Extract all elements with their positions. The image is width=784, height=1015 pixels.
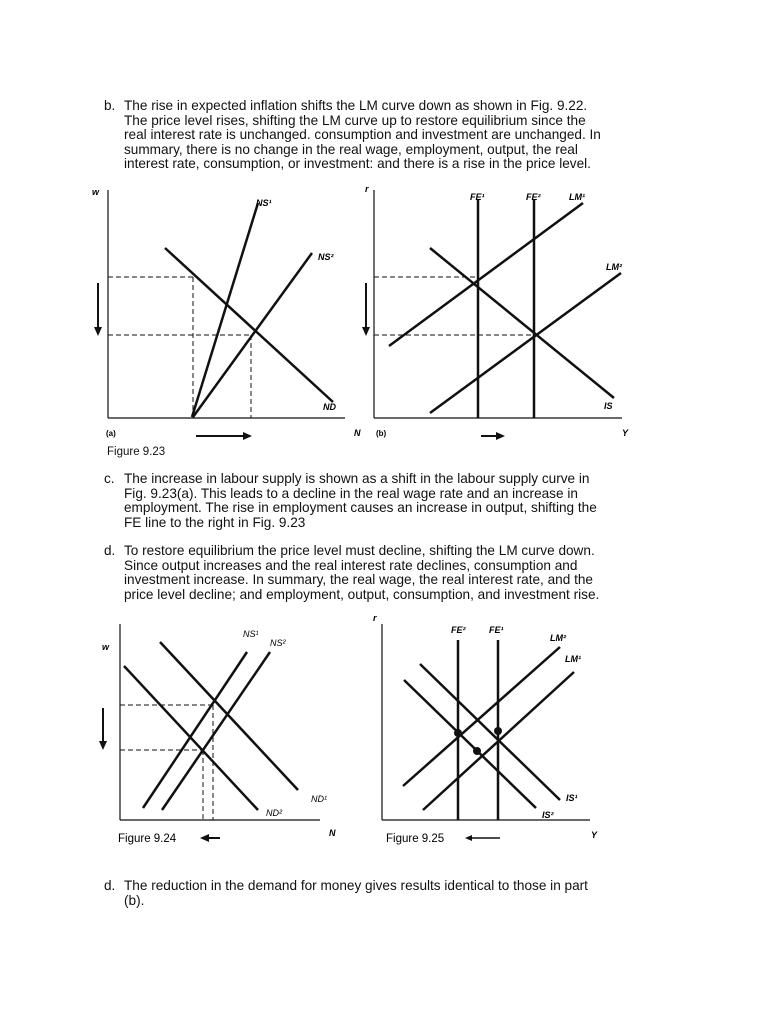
nd1-curve (160, 642, 298, 790)
fe1-label: FE¹ (470, 192, 485, 202)
is1-label: IS¹ (566, 793, 578, 803)
figure-caption: Figure 9.23 (107, 446, 166, 458)
equilibrium-point (494, 727, 502, 735)
is-label: IS (604, 401, 613, 411)
text-line: real interest rate is unchanged. consumption and investment are unchanged. In (124, 127, 601, 143)
lm2-curve (403, 647, 560, 786)
paragraph-text (124, 99, 601, 172)
figure-9-24 (103, 624, 320, 838)
y-axis-label: r (365, 184, 369, 194)
paragraph-marker: b. (104, 98, 116, 113)
lm1-label: LM¹ (565, 654, 581, 664)
equilibrium-point (473, 747, 481, 755)
text-line: Fig. 9.23(a). This leads to a decline in the real wage rate and an increase in (124, 485, 578, 501)
panel-a (98, 190, 345, 436)
paragraph-text (124, 544, 599, 602)
figure-caption: Figure 9.24 (118, 833, 177, 845)
nd2-label: ND² (266, 808, 282, 818)
ns2-curve (193, 253, 312, 417)
lm1-label: LM¹ (569, 192, 585, 202)
ns1-label: NS¹ (256, 198, 272, 208)
is2-label: IS² (542, 810, 554, 820)
fe1-label: FE¹ (489, 625, 504, 635)
panel-b (366, 190, 622, 436)
panel-label: (a) (106, 429, 116, 438)
text-line: employment. The rise in employment causes an increase in output, shifting the (124, 500, 597, 516)
paragraph-text (124, 472, 597, 530)
ns2-label: NS² (318, 252, 334, 262)
x-axis-label: Y (622, 428, 629, 438)
text-line: price level decline; and employment, output, consumption, and investment rise. (124, 586, 600, 602)
y-axis-label: r (373, 613, 377, 623)
text-line: To restore equilibrium the price level must decline, shifting the LM curve down. (124, 543, 595, 558)
text-line: The price level rises, shifting the LM curve up to restore equilibrium since the (124, 112, 586, 128)
text-line: FE line to the right in Fig. 9.23 (124, 514, 306, 530)
ns2-label: NS² (270, 638, 286, 648)
ns1-curve (143, 652, 247, 808)
is-curve (430, 248, 614, 398)
x-axis-label: N (329, 828, 336, 838)
paragraph-c (104, 472, 664, 532)
paragraph-d-money-demand (104, 879, 664, 911)
figure-9-23 (0, 180, 784, 465)
equilibrium-point (454, 729, 462, 737)
x-axis-label: N (354, 428, 361, 438)
lm2-label: LM² (606, 262, 622, 272)
figures-9-24-9-25 (0, 610, 784, 855)
y-axis-label: w (92, 187, 100, 197)
text-line: The increase in labour supply is shown as a shift in the labour supply curve in (124, 471, 590, 486)
down-arrow-icon (94, 327, 102, 336)
text-line: (b). (124, 892, 145, 908)
figure-caption: Figure 9.25 (386, 833, 445, 845)
nd-label: ND (323, 402, 336, 412)
down-arrow-icon (99, 741, 107, 750)
lm2-label: LM² (550, 633, 566, 643)
right-arrow-icon (243, 432, 252, 440)
is2-curve (404, 680, 536, 808)
fe2-label: FE² (451, 625, 466, 635)
right-arrow-icon (496, 432, 505, 440)
paragraph-marker: d. (104, 543, 116, 558)
ns1-curve (192, 203, 258, 417)
nd-curve (165, 248, 333, 402)
panel-label: (b) (376, 429, 387, 438)
paragraph-marker: d. (104, 878, 116, 893)
paragraph-marker: c. (104, 471, 115, 486)
nd1-label: ND¹ (311, 794, 327, 804)
y-axis-label: w (102, 642, 110, 652)
is1-curve (420, 664, 560, 800)
figure-9-25 (382, 624, 590, 838)
paragraph-d (104, 544, 664, 604)
ns1-label: NS¹ (243, 629, 259, 639)
left-arrow-icon (465, 835, 472, 841)
x-axis-label: Y (591, 830, 598, 840)
text-line: The rise in expected inflation shifts the LM curve down as shown in Fig. 9.22. (124, 98, 588, 113)
text-line: Since output increases and the real interest rate declines, consumption and (124, 557, 578, 573)
nd2-curve (124, 666, 258, 810)
down-arrow-icon (362, 327, 370, 336)
paragraph-text (124, 879, 588, 908)
lm1-curve (389, 203, 583, 346)
text-line: The reduction in the demand for money gives results identical to those in part (124, 878, 588, 893)
fe2-label: FE² (526, 192, 541, 202)
left-arrow-icon (200, 834, 209, 842)
text-line: interest rate, consumption, or investment: and there is a rise in the price level. (124, 156, 591, 172)
ns2-curve (162, 652, 270, 810)
text-line: investment increase. In summary, the real wage, the real interest rate, and the (124, 572, 593, 588)
text-line: summary, there is no change in the real wage, employment, output, the real (124, 141, 578, 157)
paragraph-b (104, 99, 664, 175)
